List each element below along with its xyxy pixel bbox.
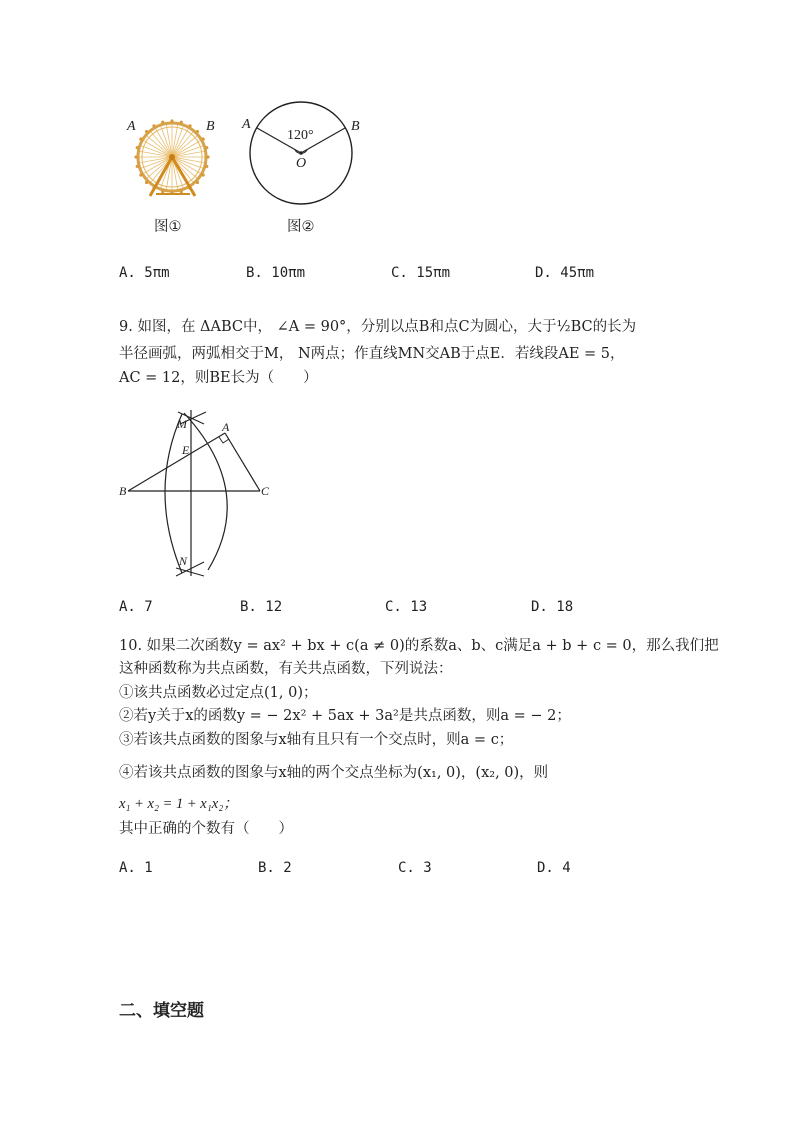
segment-ba xyxy=(128,433,225,491)
q9-stem-line-1: 9. 如图，在 ΔABC中， ∠A = 90°，分别以点B和点C为圆心，大于½BC的长为 xyxy=(119,319,637,335)
q8-option-d: D. 45πm xyxy=(535,265,595,281)
q9-label-c: C xyxy=(261,484,270,498)
q9-label-b: B xyxy=(119,484,127,498)
q10-stem-line-1: 10. 如果二次函数y = ax² + bx + c(a ≠ 0)的系数a、b、c满足a + b + c = 0，那么我们把 xyxy=(119,638,719,654)
wheel-cabin xyxy=(134,155,137,158)
q10-stem-line-2: 这种函数称为共点函数，有关共点函数，下列说法： xyxy=(119,661,453,677)
q10-option-d: D. 4 xyxy=(537,860,571,876)
wheel-cabin xyxy=(180,190,183,193)
wheel-cabin xyxy=(136,165,139,168)
q10-question: 其中正确的个数有（ ） xyxy=(119,821,293,837)
q10-statement-1: ①该共点函数必过定点(1, 0)； xyxy=(119,685,318,701)
wheel-cabin xyxy=(145,130,148,133)
fig1-label-a: A xyxy=(127,119,136,134)
section-heading: 二、填空题 xyxy=(119,1001,204,1021)
q9-label-m: M xyxy=(177,417,187,431)
wheel-hub xyxy=(169,154,175,160)
wheel-cabin xyxy=(202,173,205,176)
wheel-cabin xyxy=(145,181,148,184)
center-point xyxy=(299,151,303,155)
wheel-cabin xyxy=(206,155,209,158)
q10-statement-2: ②若y关于x的函数y = − 2x² + 5ax + 3a²是共点函数，则a = − 2； xyxy=(119,708,571,724)
wheel-cabin xyxy=(139,137,142,140)
wheel-cabin xyxy=(152,124,155,127)
q9-option-d: D. 18 xyxy=(531,599,574,615)
wheel-cabin xyxy=(161,190,164,193)
q9-option-b: B. 12 xyxy=(240,599,283,615)
q9-stem-line-3: AC = 12，则BE长为（ ） xyxy=(119,370,318,386)
q10-option-c: C. 3 xyxy=(398,860,432,876)
q8-option-a: A. 5πm xyxy=(119,265,170,281)
fig2-center-label: O xyxy=(296,156,307,171)
fig1-label-b: B xyxy=(206,119,215,134)
wheel-cabin xyxy=(205,165,208,168)
q10-statement-4: ④若该共点函数的图象与x轴的两个交点坐标为(x₁, 0)，(x₂, 0)，则 xyxy=(119,765,549,781)
segment-ac xyxy=(225,433,260,491)
q9-stem-line-2: 半径画弧，两弧相交于M， N两点；作直线MN交AB于点E．若线段AE = 5， xyxy=(119,346,625,362)
q8-option-b: B. 10πm xyxy=(246,265,306,281)
fig1-caption: 图① xyxy=(154,219,182,235)
wheel-cabin xyxy=(188,124,191,127)
q10-statement-4-formula: x₁ + x₂ = 1 + x₁x₂； xyxy=(119,796,238,812)
figure-2-circle xyxy=(244,100,364,210)
q10-option-a: A. 1 xyxy=(119,860,153,876)
fig2-angle-label: 120° xyxy=(287,128,314,143)
q10-option-b: B. 2 xyxy=(258,860,292,876)
wheel-cabin xyxy=(170,119,173,122)
wheel-cabin xyxy=(161,121,164,124)
q9-label-n: N xyxy=(179,554,188,568)
q8-option-c: C. 15πm xyxy=(391,265,451,281)
wheel-cabin xyxy=(196,181,199,184)
wheel-cabin xyxy=(139,173,142,176)
wheel-cabin xyxy=(180,121,183,124)
wheel-cabin xyxy=(202,137,205,140)
q9-label-e: E xyxy=(182,443,190,457)
q10-statement-3: ③若该共点函数的图象与x轴有且只有一个交点时，则a = c； xyxy=(119,732,514,748)
fig2-caption: 图② xyxy=(287,219,315,235)
wheel-cabin xyxy=(136,146,139,149)
wheel-cabin xyxy=(205,146,208,149)
fig2-label-a: A xyxy=(242,117,251,132)
q9-option-c: C. 13 xyxy=(385,599,428,615)
arc-from-c xyxy=(165,414,182,573)
q9-option-a: A. 7 xyxy=(119,599,153,615)
q9-label-a: A xyxy=(222,420,230,434)
wheel-cabin xyxy=(196,130,199,133)
fig2-label-b: B xyxy=(351,119,360,134)
